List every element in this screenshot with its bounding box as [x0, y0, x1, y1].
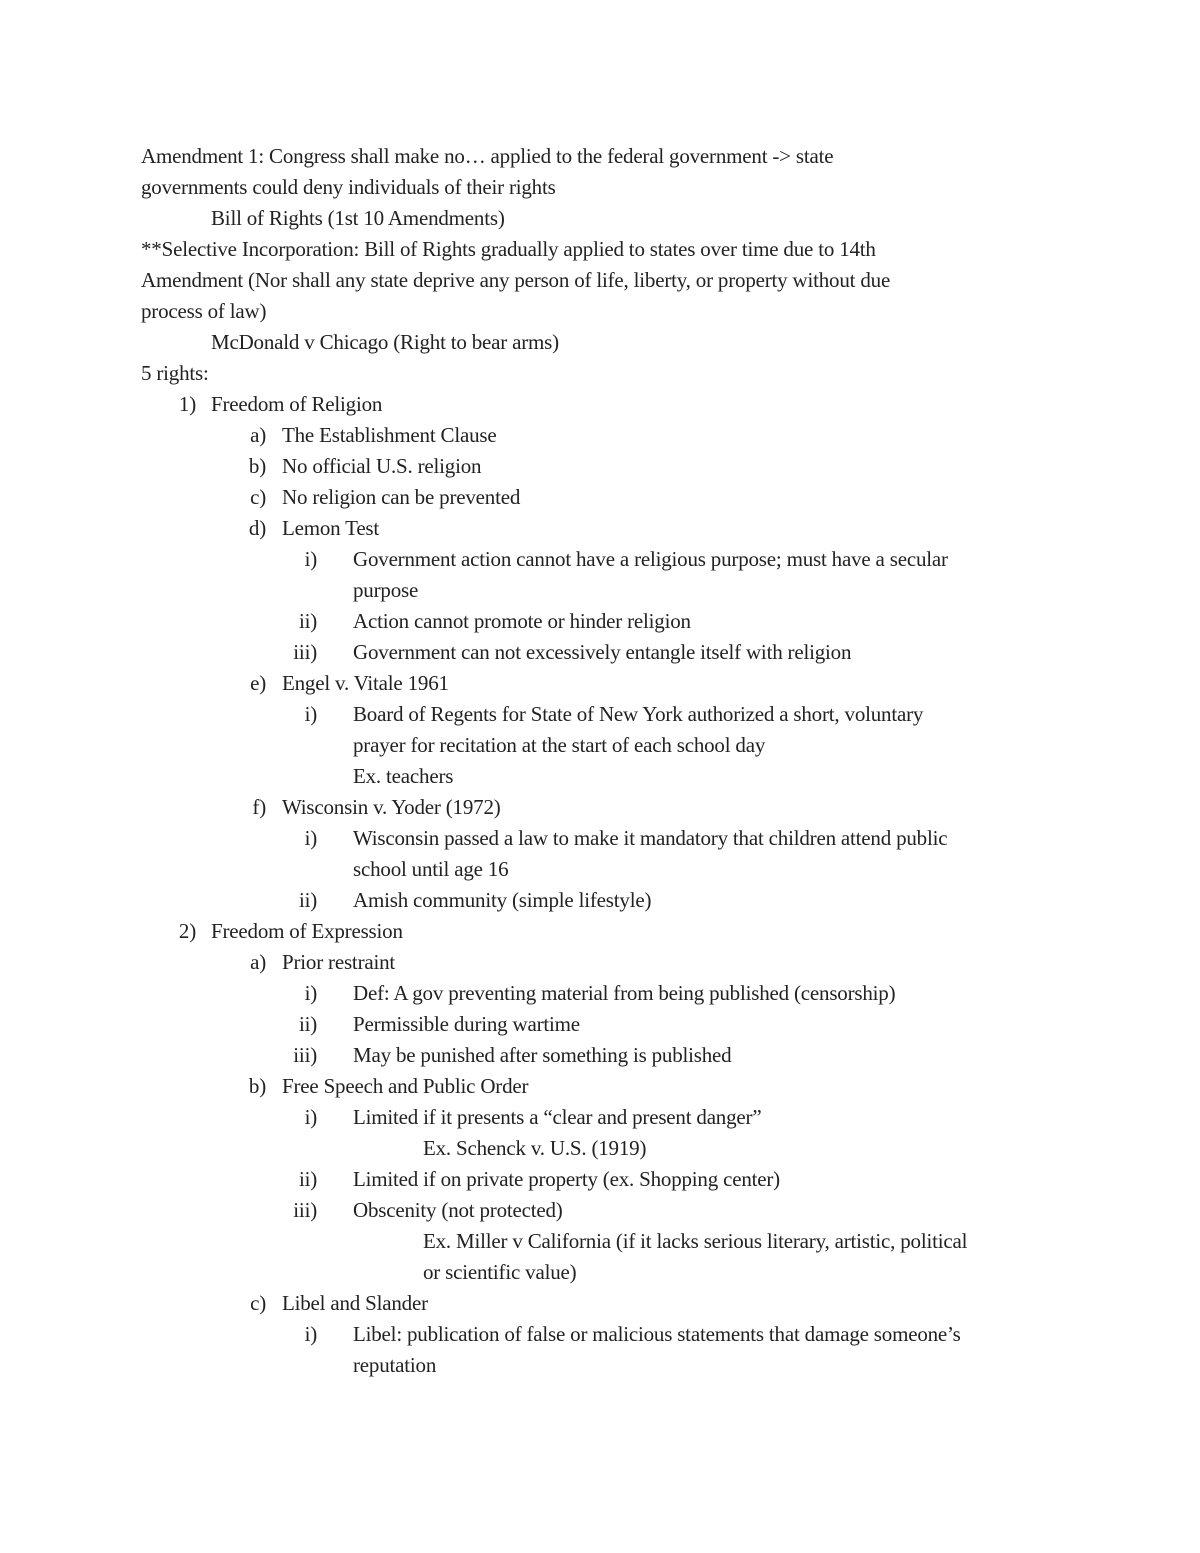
outline-text: No religion can be prevented: [282, 485, 521, 509]
outline-marker: c): [250, 1291, 266, 1315]
outline-line: [141, 1071, 1061, 1102]
document-body: [141, 141, 1061, 1381]
outline-item-level-4: [141, 1226, 1061, 1288]
outline-line: [141, 668, 1061, 699]
outline-item-level-3: [141, 1102, 1061, 1133]
outline-line: [141, 1350, 1061, 1381]
five-rights-heading: 5 rights:: [141, 361, 209, 385]
bill-of-rights-line: Bill of Rights (1st 10 Amendments): [211, 206, 505, 230]
outline-item-level-3: [141, 1009, 1061, 1040]
intro-line-2: governments could deny individuals of their rights: [141, 175, 556, 199]
outline-line: [141, 1195, 1061, 1226]
outline-line: [141, 389, 1061, 420]
outline-marker: ii): [298, 1012, 317, 1036]
outline-line: [141, 513, 1061, 544]
outline-text: Amish community (simple lifestyle): [353, 888, 652, 912]
outline-line: [141, 1133, 1061, 1164]
outline-text: Lemon Test: [282, 516, 380, 540]
outline-line: [141, 916, 1061, 947]
outline-marker: iii): [293, 640, 317, 664]
outline-marker: a): [250, 950, 266, 974]
outline-text: No official U.S. religion: [282, 454, 482, 478]
outline-text: school until age 16: [353, 857, 509, 881]
outline-text: Libel: publication of false or malicious statements that damage someone’s: [353, 1322, 961, 1346]
outline-item-level-2: [141, 668, 1061, 699]
outline-text: Free Speech and Public Order: [282, 1074, 529, 1098]
outline-text: Wisconsin v. Yoder (1972): [282, 795, 501, 819]
outline-line: [141, 451, 1061, 482]
outline-text: Libel and Slander: [282, 1291, 428, 1315]
outline-text: Engel v. Vitale 1961: [282, 671, 449, 695]
outline-line: [141, 1009, 1061, 1040]
outline-text: Ex. teachers: [353, 764, 454, 788]
mcdonald-line: McDonald v Chicago (Right to bear arms): [211, 330, 559, 354]
outline-text: Prior restraint: [282, 950, 396, 974]
outline-item-level-3: [141, 606, 1061, 637]
selective-incorporation-line-2: Amendment (Nor shall any state deprive any person of life, liberty, or property without due: [141, 268, 891, 292]
outline-marker: ii): [298, 609, 317, 633]
outline-text: Freedom of Religion: [211, 392, 383, 416]
outline-item-level-1: [141, 389, 1061, 420]
outline-text: Board of Regents for State of New York authorized a short, voluntary: [353, 702, 924, 726]
outline-text: Freedom of Expression: [211, 919, 403, 943]
outline-marker: iii): [293, 1043, 317, 1067]
outline-marker: b): [248, 454, 266, 478]
outline-item-level-2: [141, 792, 1061, 823]
outline-item-level-3: [141, 1195, 1061, 1226]
outline-marker: e): [250, 671, 266, 695]
outline-marker: i): [304, 702, 317, 726]
outline-text: Limited if on private property (ex. Shopping center): [353, 1167, 780, 1191]
outline-text: purpose: [353, 578, 419, 602]
outline-item-level-2: [141, 513, 1061, 544]
outline-line: [141, 1164, 1061, 1195]
outline-item-level-3: [141, 978, 1061, 1009]
intro-line-1: Amendment 1: Congress shall make no… applied to the federal government -> state: [141, 144, 834, 168]
outline-item-level-2: [141, 1288, 1061, 1319]
outline-marker: i): [304, 1322, 317, 1346]
outline-item-level-2: [141, 451, 1061, 482]
outline-list: [141, 389, 1061, 1381]
outline-line: [141, 792, 1061, 823]
outline-marker: b): [248, 1074, 266, 1098]
outline-text: May be punished after something is published: [353, 1043, 732, 1067]
outline-text: Action cannot promote or hinder religion: [353, 609, 691, 633]
outline-marker: i): [304, 547, 317, 571]
outline-item-level-3: [141, 885, 1061, 916]
outline-item-level-2: [141, 420, 1061, 451]
outline-marker: c): [250, 485, 266, 509]
outline-marker: i): [304, 826, 317, 850]
outline-item-level-2: [141, 482, 1061, 513]
outline-text: The Establishment Clause: [282, 423, 497, 447]
outline-marker: 1): [178, 392, 196, 416]
outline-text: Permissible during wartime: [353, 1012, 580, 1036]
outline-line: [141, 947, 1061, 978]
selective-incorporation-line-1: **Selective Incorporation: Bill of Rights gradually applied to states over time due to 14th: [141, 237, 876, 261]
outline-text: Wisconsin passed a law to make it mandatory that children attend public: [353, 826, 948, 850]
outline-text: Def: A gov preventing material from being published (censorship): [353, 981, 896, 1005]
outline-text: Government action cannot have a religious purpose; must have a secular: [353, 547, 948, 571]
outline-item-level-3: [141, 1319, 1061, 1381]
outline-line: [141, 420, 1061, 451]
outline-line: [141, 1102, 1061, 1133]
outline-text: Ex. Schenck v. U.S. (1919): [423, 1136, 647, 1160]
outline-item-level-3: [141, 544, 1061, 606]
outline-marker: i): [304, 981, 317, 1005]
outline-text: Obscenity (not protected): [353, 1198, 563, 1222]
outline-marker: i): [304, 1105, 317, 1129]
outline-marker: 2): [178, 919, 196, 943]
outline-item-level-4: [141, 1133, 1061, 1164]
outline-marker: ii): [298, 1167, 317, 1191]
outline-marker: a): [250, 423, 266, 447]
outline-line: [141, 544, 1061, 575]
outline-line: [141, 1226, 1061, 1257]
outline-line: [141, 699, 1061, 730]
outline-text: Limited if it presents a “clear and present danger”: [353, 1105, 762, 1129]
outline-line: [141, 978, 1061, 1009]
outline-marker: d): [248, 516, 266, 540]
outline-text: or scientific value): [423, 1260, 577, 1284]
outline-marker: f): [252, 795, 266, 819]
outline-line: [141, 575, 1061, 606]
outline-item-level-1: [141, 916, 1061, 947]
outline-line: [141, 637, 1061, 668]
outline-text: Ex. Miller v California (if it lacks serious literary, artistic, political: [423, 1229, 968, 1253]
outline-text: Government can not excessively entangle itself with religion: [353, 640, 852, 664]
outline-line: [141, 1040, 1061, 1071]
outline-line: [141, 1257, 1061, 1288]
outline-line: [141, 482, 1061, 513]
outline-line: [141, 1288, 1061, 1319]
outline-marker: ii): [298, 888, 317, 912]
outline-line: [141, 823, 1061, 854]
outline-item-level-3: [141, 1040, 1061, 1071]
outline-line: [141, 730, 1061, 761]
outline-item-level-3: [141, 823, 1061, 885]
outline-line: [141, 1319, 1061, 1350]
outline-text: prayer for recitation at the start of each school day: [353, 733, 766, 757]
outline-item-level-3: [141, 637, 1061, 668]
outline-line: [141, 885, 1061, 916]
outline-item-level-3: [141, 699, 1061, 792]
selective-incorporation-line-3: process of law): [141, 299, 267, 323]
outline-item-level-3: [141, 1164, 1061, 1195]
outline-line: [141, 606, 1061, 637]
outline-item-level-2: [141, 947, 1061, 978]
outline-text: reputation: [353, 1353, 437, 1377]
outline-line: [141, 761, 1061, 792]
outline-marker: iii): [293, 1198, 317, 1222]
outline-item-level-2: [141, 1071, 1061, 1102]
outline-line: [141, 854, 1061, 885]
